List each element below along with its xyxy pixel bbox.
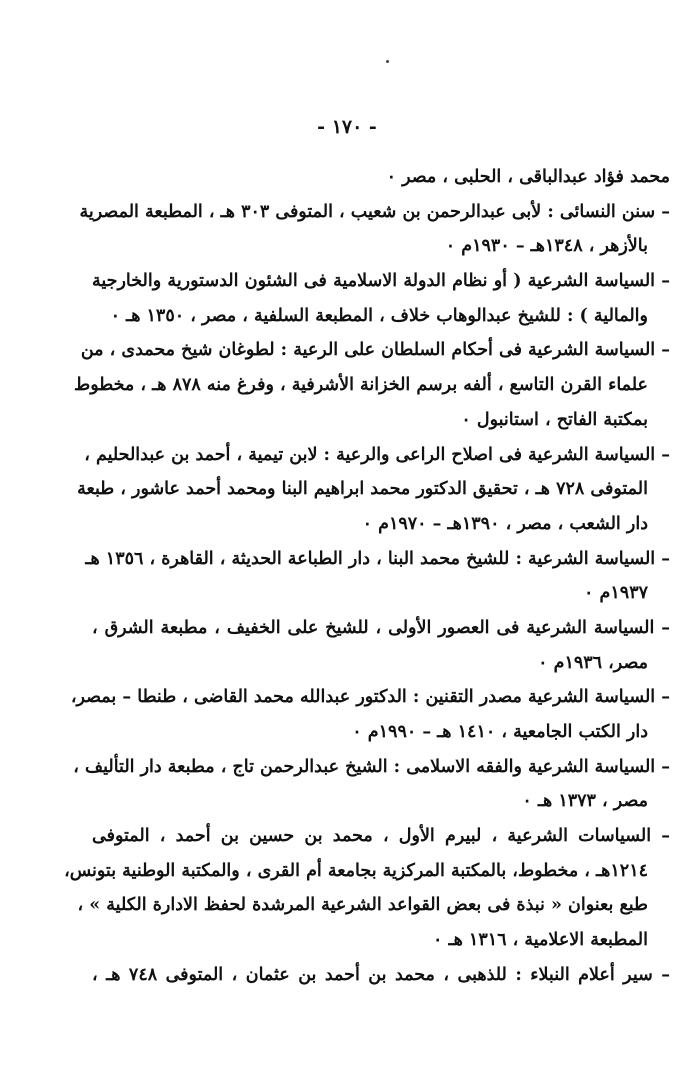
bibliography-line: والمالية ) : للشيخ عبدالوهاب خلاف ، المطبعة السلفية ، مصر ، ١٣٥٠ هـ ٠ — [110, 305, 648, 326]
bibliography-entry-start: – السياسة الشرعية فى العصور الأولى ، للشيخ على الخفيف ، مطبعة الشرق ، — [92, 617, 670, 638]
bibliography-line: ١٢١٤هـ ، مخطوط، بالمكتبة المركزية بجامعة أم القرى ، والمكتبة الوطنية بتونس، — [64, 860, 648, 881]
bibliography-line: مصر، ١٩٣٦م ٠ — [538, 652, 648, 673]
bibliography-line: ١٩٣٧م ٠ — [584, 583, 648, 604]
bibliography-entry-start: – السياسات الشرعية ، لبيرم الأول ، محمد بن حسين بن أحمد ، المتوفى — [92, 826, 670, 847]
bibliography-entry-start: – سنن النسائى : لأبى عبدالرحمن بن شعيب ، المتوفى ٣٠٣ هـ ، المطبعة المصرية — [79, 201, 670, 222]
bibliography-line: علماء القرن التاسع ، ألفه برسم الخزانة الأشرفية ، وفرغ منه ٨٧٨ هـ ، مخطوط — [74, 375, 648, 396]
scan-speck — [386, 60, 389, 63]
bibliography-entry-start: – السياسة الشرعية مصدر التقنين : الدكتور عبدالله محمد القاضى ، طنطا – بمصر، — [70, 687, 670, 708]
bibliography-line: محمد فؤاد عبدالباقى ، الحلبى ، مصر ٠ — [386, 167, 670, 187]
bibliography-entry-start: – السياسة الشرعية والفقه الاسلامى : الشيخ عبدالرحمن تاج ، مطبعة دار التأليف ، — [73, 756, 670, 777]
page-number: - ١٧٠ - — [317, 116, 377, 138]
bibliography-entry-start: – السياسة الشرعية فى اصلاح الراعى والرعية : لابن تيمية ، أحمد بن عبدالحليم ، — [84, 444, 670, 465]
bibliography-entry-start: – السياسة الشرعية : للشيخ محمد البنا ، دار الطباعة الحديثة ، القاهرة ، ١٣٥٦ هـ — [85, 548, 670, 569]
bibliography-line: المطبعة الاعلامية ، ١٣١٦ هـ ٠ — [432, 930, 648, 951]
bibliography-list — [64, 160, 670, 993]
bibliography-entry-start: – سير أعلام النبلاء : للذهبى ، محمد بن أحمد بن عثمان ، المتوفى ٧٤٨ هـ ، — [92, 964, 670, 985]
bibliography-entry-start: – السياسة الشرعية فى أحكام السلطان على الرعية : لطوغان شيخ محمدى ، من — [80, 340, 670, 361]
bibliography-line: بالأزهر ، ١٣٤٨هـ – ١٩٣٠م ٠ — [445, 236, 648, 257]
bibliography-line: مصر ، ١٣٧٣ هـ ٠ — [522, 791, 648, 812]
bibliography-line: المتوفى ٧٢٨ هـ ، تحقيق الدكتور محمد ابراهيم البنا ومحمد أحمد عاشور ، طبعة — [77, 479, 648, 500]
bibliography-line: طبع بعنوان « نبذة فى بعض القواعد الشرعية المرشدة لحفظ الادارة الكلية » ، — [77, 895, 648, 916]
bibliography-line: دار الكتب الجامعية ، ١٤١٠ هـ – ١٩٩٠م ٠ — [352, 722, 648, 742]
bibliography-line: بمكتبة الفاتح ، استانبول ٠ — [461, 409, 648, 430]
bibliography-entry-start: – السياسة الشرعية ( أو نظام الدولة الاسلامية فى الشئون الدستورية والخارجية — [92, 271, 670, 292]
bibliography-line: دار الشعب ، مصر ، ١٣٩٠هـ – ١٩٧٠م ٠ — [362, 513, 648, 534]
